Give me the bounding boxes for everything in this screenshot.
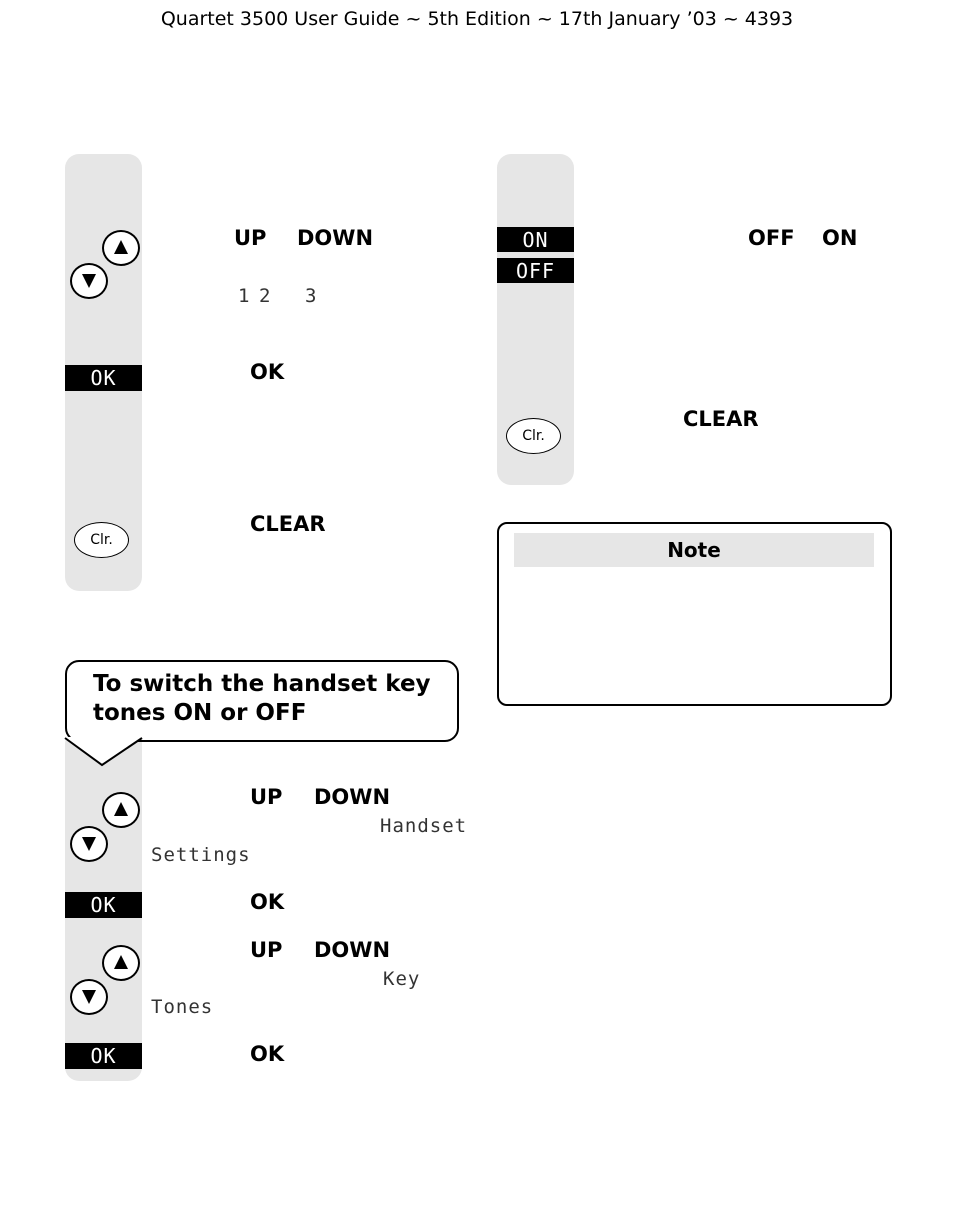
callout-tail-icon: [62, 737, 146, 769]
lcd-settings: Settings: [151, 844, 251, 866]
clear-button[interactable]: Clr.: [74, 522, 129, 558]
lcd-digit-2: 2: [259, 285, 272, 307]
off-key[interactable]: OFF: [497, 258, 574, 283]
on-label: ON: [822, 226, 858, 250]
step1-down-label: DOWN: [314, 785, 391, 809]
section-title: To switch the handset key tones ON or OFF: [93, 671, 431, 726]
down-label: DOWN: [297, 226, 374, 250]
up-arrow-icon: [104, 947, 138, 979]
down-arrow-icon: [72, 828, 106, 860]
lcd-digit-1: 1: [238, 285, 251, 307]
step2-ok-label: OK: [250, 1042, 285, 1066]
step1-ok-label: OK: [250, 890, 285, 914]
note-title: Note: [514, 533, 874, 567]
step2-down-arrow-button[interactable]: [70, 979, 108, 1015]
step1-ok-key[interactable]: OK: [65, 892, 142, 918]
step1-up-arrow-button[interactable]: [102, 792, 140, 828]
up-arrow-icon: [104, 794, 138, 826]
step1-down-arrow-button[interactable]: [70, 826, 108, 862]
down-arrow-button[interactable]: [70, 263, 108, 299]
step1-up-label: UP: [250, 785, 283, 809]
ok-key[interactable]: OK: [65, 365, 142, 391]
right-clear-label: CLEAR: [683, 407, 759, 431]
step2-ok-key[interactable]: OK: [65, 1043, 142, 1069]
up-arrow-button[interactable]: [102, 230, 140, 266]
down-arrow-icon: [72, 265, 106, 297]
lcd-tones: Tones: [151, 996, 214, 1018]
on-key[interactable]: ON: [497, 227, 574, 252]
right-clear-button[interactable]: Clr.: [506, 418, 561, 454]
clear-label: CLEAR: [250, 512, 326, 536]
lcd-key: Key: [383, 968, 421, 990]
up-label: UP: [234, 226, 267, 250]
lcd-digit-3: 3: [305, 285, 318, 307]
lcd-handset: Handset: [380, 815, 468, 837]
step2-down-label: DOWN: [314, 938, 391, 962]
up-arrow-icon: [104, 232, 138, 264]
step2-up-arrow-button[interactable]: [102, 945, 140, 981]
ok-label: OK: [250, 360, 285, 384]
off-label: OFF: [748, 226, 795, 250]
step2-up-label: UP: [250, 938, 283, 962]
page-header: Quartet 3500 User Guide ~ 5th Edition ~ 17th January ’03 ~ 4393: [160, 8, 794, 30]
down-arrow-icon: [72, 981, 106, 1013]
